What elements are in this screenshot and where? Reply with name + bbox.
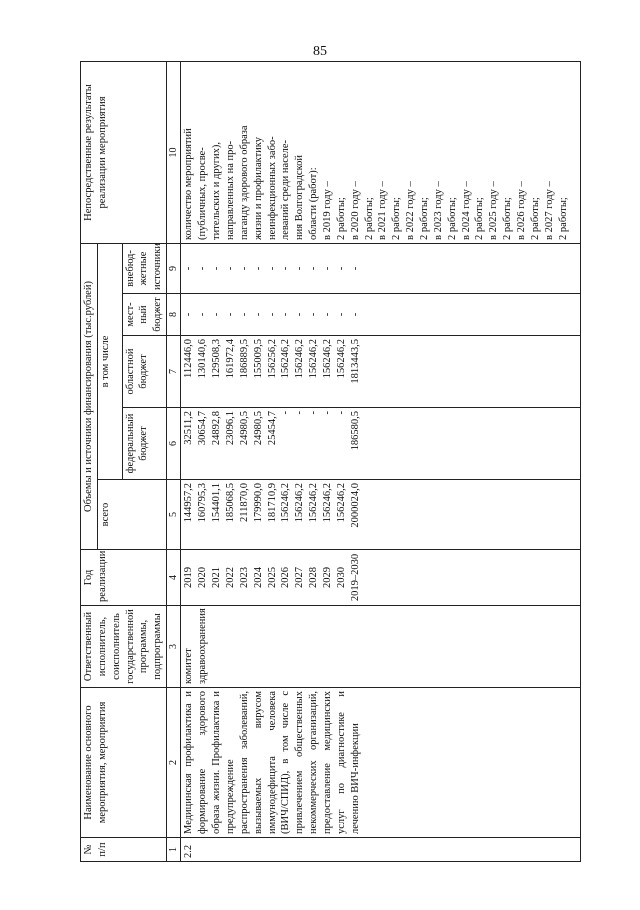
header-federal: федеральный бюджет	[122, 408, 167, 480]
total-value: 156246,2	[294, 483, 306, 523]
header-regional: областной бюджет	[122, 336, 167, 408]
local-value: -	[183, 312, 195, 317]
local-value: -	[266, 312, 278, 317]
year-value: 2021	[211, 567, 223, 588]
rotated-page	[80, 62, 620, 862]
col-number: 4	[167, 550, 181, 606]
col-number: 9	[167, 243, 181, 293]
total-value: 154401,1	[211, 483, 223, 523]
year-value: 2019	[183, 567, 195, 588]
total-value: 211870,0	[238, 483, 250, 522]
total-value: 160795,3	[197, 483, 209, 523]
extra-value: -	[335, 266, 347, 271]
regional-value: 156246,2	[294, 339, 306, 379]
federal-value: -	[335, 411, 347, 415]
extra-value: -	[294, 266, 306, 271]
result-line: леваний среди населе-	[280, 139, 292, 240]
header-total: всего	[97, 480, 166, 550]
local-value: -	[294, 312, 306, 317]
header-no: № п/п	[81, 838, 167, 862]
regional-value: 156256,2	[266, 339, 278, 379]
result-line: в 2019 году –	[321, 181, 333, 240]
responsible-executor: комитет здравоохранения	[181, 606, 581, 688]
extra-value: -	[266, 266, 278, 271]
regional-value: 156246,2	[335, 339, 347, 379]
local-value: -	[335, 312, 347, 317]
federal-value: -	[321, 411, 333, 415]
header-including: в том числе	[97, 243, 122, 479]
local-value: -	[280, 312, 292, 317]
page-number: 85	[313, 44, 327, 59]
result-line: в 2021 году –	[377, 181, 389, 240]
result-line: в 2023 году –	[432, 181, 444, 240]
regional-value: 156246,2	[280, 339, 292, 379]
extra-value: -	[211, 266, 223, 271]
result-line: области (работ):	[308, 167, 320, 240]
result-line: 2 работы;	[335, 197, 347, 240]
regional-value: 156246,2	[321, 339, 333, 379]
extra-value: -	[183, 266, 195, 271]
result-line: направленных на про-	[224, 140, 236, 240]
regional-cell	[181, 336, 581, 408]
total-value: 185068,5	[224, 483, 236, 523]
result-line: 2 работы;	[446, 197, 458, 240]
result-line: 2 работы;	[363, 197, 375, 240]
total-value: 181710,9	[266, 483, 278, 523]
result-line: неинфекционных забо-	[266, 136, 278, 240]
year-value: 2023	[238, 567, 250, 588]
federal-value: -	[294, 411, 306, 415]
funding-table	[80, 61, 581, 862]
federal-cell	[181, 408, 581, 480]
results-cell	[181, 61, 581, 243]
result-line: 2 работы;	[391, 197, 403, 240]
year-value: 2024	[252, 567, 264, 588]
extra-value: -	[308, 266, 320, 271]
extra-value: -	[197, 266, 209, 271]
extra-value: -	[252, 266, 264, 271]
result-line: 2 работы;	[418, 197, 430, 240]
year-value: 2026	[280, 567, 292, 588]
years-cell	[181, 550, 581, 606]
regional-value: 1813443,5	[349, 339, 361, 384]
col-number: 6	[167, 408, 181, 480]
header-extra: внебюд-жетные источники	[122, 243, 167, 293]
regional-value: 129508,3	[211, 339, 223, 379]
federal-value: -	[280, 411, 292, 415]
year-value: 2028	[308, 567, 320, 588]
header-name: Наименование основного мероприятия, мероприятия	[81, 688, 167, 838]
result-line: в 2027 году –	[543, 181, 555, 240]
federal-value: 186580,5	[349, 411, 361, 451]
result-line: тительских и других),	[211, 141, 223, 240]
col-number: 2	[167, 688, 181, 838]
header-year: Год реализации	[81, 550, 167, 606]
local-value: -	[224, 312, 236, 317]
local-value: -	[197, 312, 209, 317]
result-line: 2 работы;	[557, 197, 569, 240]
year-value: 2025	[266, 567, 278, 588]
row-number: 2.2	[181, 838, 581, 862]
year-value: 2019–2030	[349, 553, 361, 602]
result-line: паганду здорового образа	[238, 125, 250, 240]
total-value: 156246,2	[321, 483, 333, 523]
result-line: ния Волгоградской	[294, 154, 306, 240]
regional-value: 161972,4	[224, 339, 236, 379]
total-value: 156246,2	[335, 483, 347, 523]
federal-value: 32511,2	[183, 411, 195, 445]
regional-value: 155009,5	[252, 339, 264, 379]
federal-value: 24892,8	[211, 411, 223, 446]
extra-value: -	[280, 266, 292, 271]
extra-value: -	[349, 266, 361, 271]
col-number: 3	[167, 606, 181, 688]
result-line: жизни и профилактику	[252, 137, 264, 240]
total-value: 179990,0	[252, 483, 264, 523]
federal-value: 30654,7	[197, 411, 209, 446]
col-number: 8	[167, 294, 181, 336]
result-line: 2 работы;	[529, 197, 541, 240]
local-value: -	[321, 312, 333, 317]
local-value: -	[252, 312, 264, 317]
result-line: 2 работы;	[502, 197, 514, 240]
total-cell	[181, 480, 581, 550]
regional-value: 186889,5	[238, 339, 250, 379]
federal-value: 24980,5	[238, 411, 250, 446]
total-value: 156246,2	[280, 483, 292, 523]
local-value: -	[211, 312, 223, 317]
regional-value: 156246,2	[308, 339, 320, 379]
col-number: 5	[167, 480, 181, 550]
year-value: 2030	[335, 567, 347, 588]
local-value: -	[238, 312, 250, 317]
extra-value: -	[224, 266, 236, 271]
year-value: 2022	[224, 567, 236, 588]
year-value: 2020	[197, 567, 209, 588]
result-line: в 2026 году –	[515, 181, 527, 240]
total-value: 156246,2	[308, 483, 320, 523]
result-line: в 2025 году –	[488, 181, 500, 240]
col-number: 1	[167, 838, 181, 862]
result-line: количество мероприятий	[183, 128, 195, 240]
extra-cell	[181, 243, 581, 293]
regional-value: 130140,6	[197, 339, 209, 379]
result-line: в 2020 году –	[349, 181, 361, 240]
result-line: 2 работы;	[474, 197, 486, 240]
year-value: 2027	[294, 567, 306, 588]
result-line: в 2022 году –	[405, 181, 417, 240]
federal-value: 23096,1	[224, 411, 236, 446]
header-local: мест-ный бюджет	[122, 294, 167, 336]
result-line: (публичных, просве-	[197, 147, 209, 240]
total-value: 2000024,0	[349, 483, 361, 528]
federal-value: -	[308, 411, 320, 415]
extra-value: -	[321, 266, 333, 271]
header-results: Непосредственные результаты реализации мероприятия	[81, 61, 167, 243]
federal-value: 24980,5	[252, 411, 264, 446]
activity-name: Медицинская профилактика и формирование здорового образа жизни. Профилактика и предупреждение распространения заболеваний, вызываемых вирусом иммунодефицита человека (ВИЧ/СПИД), в том числе с привлечением общественных некоммерческих организаций, предоставление медицинских услуг по диагностике и лечению ВИЧ-инфекции	[181, 688, 581, 838]
header-responsible: Ответственный исполнитель, соисполнитель государственной программы, подпрограммы	[81, 606, 167, 688]
local-cell	[181, 294, 581, 336]
table-row	[181, 61, 581, 861]
header-funding: Объемы и источники финансирования (тыс.рублей)	[81, 243, 98, 549]
local-value: -	[308, 312, 320, 317]
federal-value: 25454,7	[266, 411, 278, 446]
year-value: 2029	[321, 567, 333, 588]
total-value: 144957,2	[183, 483, 195, 523]
regional-value: 112446,0	[183, 339, 195, 378]
col-number: 7	[167, 336, 181, 408]
local-value: -	[349, 312, 361, 317]
extra-value: -	[238, 266, 250, 271]
col-number: 10	[167, 61, 181, 243]
result-line: в 2024 году –	[460, 181, 472, 240]
